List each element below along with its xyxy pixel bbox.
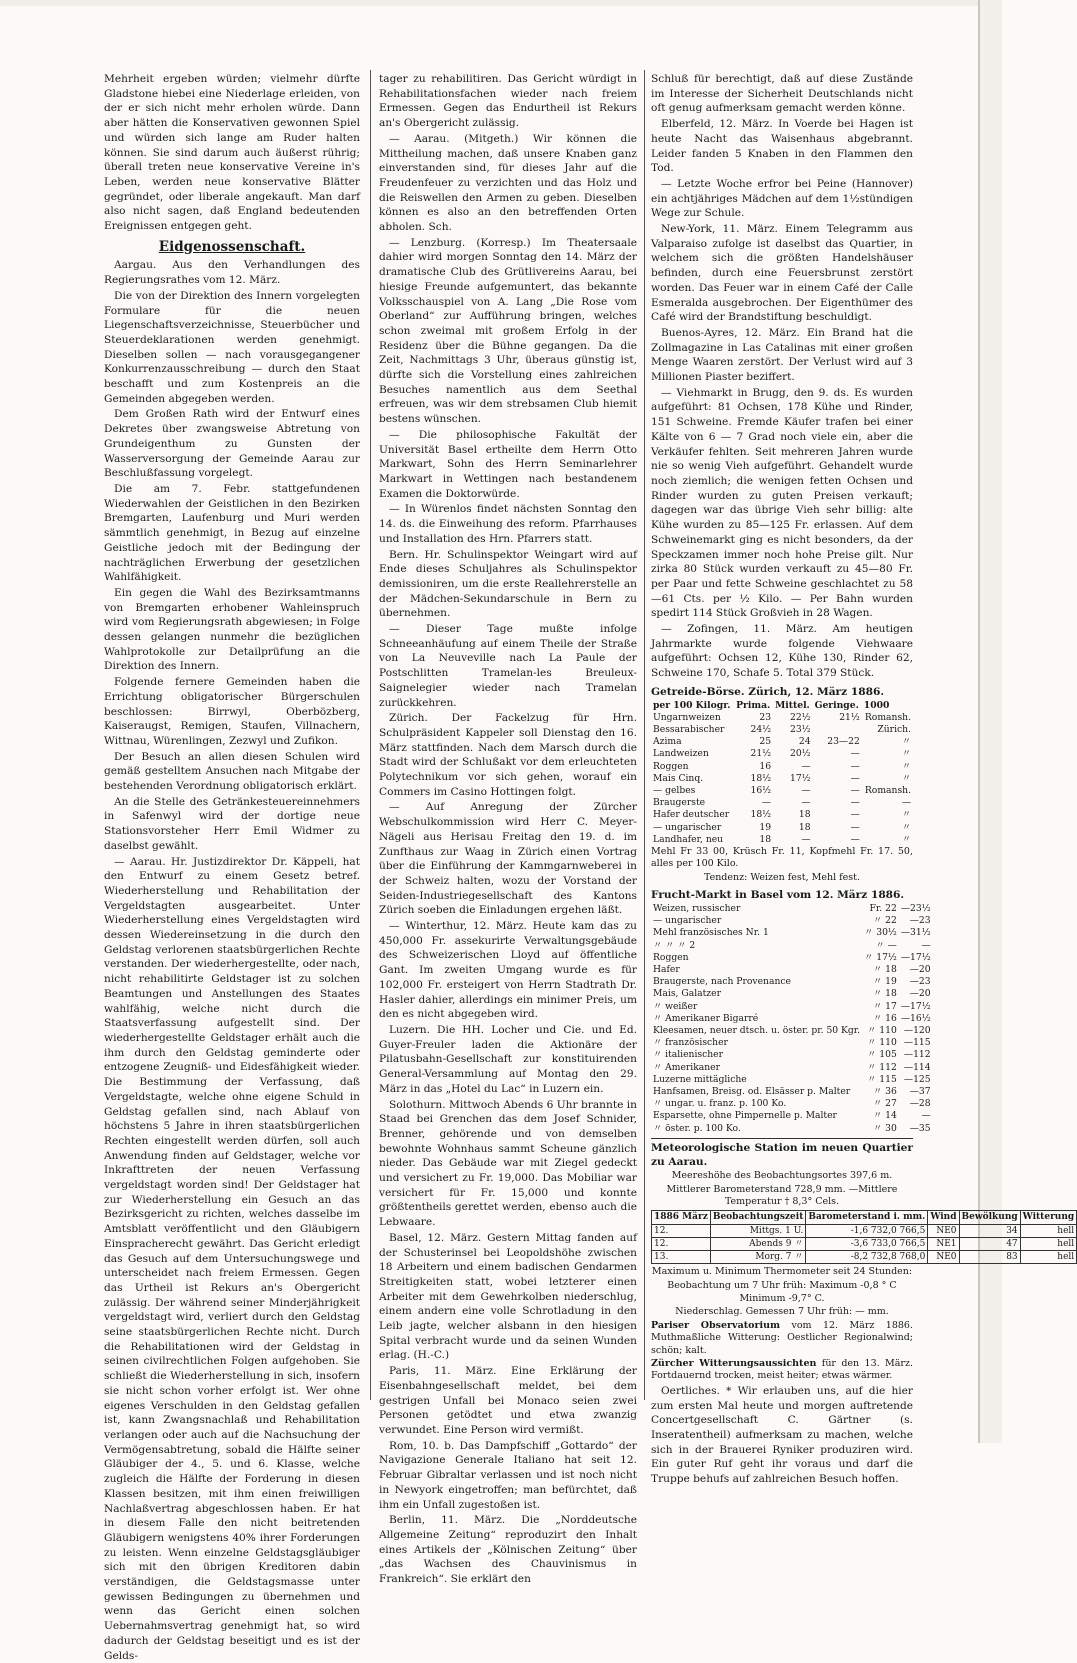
pariser-observatorium: [651, 1320, 913, 1357]
paragraph: New-York, 11. März. Einem Telegramm aus Valparaiso zufolge ist daselbst das Quartier, in welchem sich die größten Handelshäuser befinden, durch eine Feuersbrunst zerstört worden. Das Feuer war in einem Café der Calle Esmeralda ausgebrochen. Der Eigenthümer des Café wird der Brandstiftung beschuldigt.: [651, 223, 913, 324]
table-cell: —16½: [900, 1012, 931, 1024]
paragraph: Berlin, 11. März. Die „Norddeutsche Allgemeine Zeitung“ reproduzirt den Inhalt eines Artikels der „Kölnischen Zeitung“ über „das Wachsen des Chauvinismus in Frankreich“. Sie erklärt den: [379, 1514, 637, 1586]
table-row: [651, 785, 913, 797]
table-cell: 24: [798, 736, 811, 748]
table-cell: 〃 22: [873, 915, 897, 927]
column-header: Mittel.: [775, 699, 810, 711]
table-cell: 47: [959, 1237, 1020, 1250]
table-cell: 〃 27: [873, 1098, 897, 1110]
grain-note: Mehl Fr 33 00, Krüsch Fr. 11, Kopfmehl Fr. 17. 50, alles per 100 Kilo.: [651, 845, 913, 870]
section-heading: Eidgenossenschaft.: [158, 238, 306, 255]
table-cell: —: [850, 748, 860, 760]
table-cell: —: [850, 809, 860, 821]
table-cell: 83: [959, 1250, 1020, 1263]
paragraph: Die von der Direktion des Innern vorgelegten Formulare für die neuen Liegenschaftsverzeichnisse, Steuerbücher und Steuerdeklarationen werden genehmigt. Dieselben sollen — nach vorausgegangener Konkurrenzausschreibung — durch den Staat beschafft und zum Kostenpreis an die Gemeinden abgegeben werden.: [104, 289, 360, 405]
table-row: [651, 797, 913, 809]
table-row: [651, 976, 933, 988]
table-cell: -3,6 733,0 766,5: [806, 1237, 928, 1250]
table-cell: 〃 19: [873, 976, 897, 988]
table-row: [651, 724, 913, 736]
table-row: [651, 736, 913, 748]
paragraph: Solothurn. Mittwoch Abends 6 Uhr brannte in Staad bei Grenchen das dem Josef Schnider, Brenner, gehörende und von demselben bewohnte Wohnhaus sammt Scheune gänzlich nieder. Das Gebäude war mit Ziegel gedeckt und versichert zu Fr. 19,000. Das Mobiliar war versichert für Fr. 15,000 und konnte größtentheils gerettet werden, ebenso auch die Lebwaare.: [379, 1098, 637, 1229]
table-cell: 〃 ungar. u. franz. p. 100 Ko.: [653, 1098, 787, 1110]
table-cell: 〃 105: [867, 1049, 897, 1061]
table-cell: Romansh.: [864, 784, 911, 796]
table-cell: 16: [759, 760, 772, 772]
table-cell: 〃 115: [867, 1073, 897, 1085]
table-cell: 〃 18: [873, 963, 897, 975]
pariser-text: Muthmaßliche Witterung: Oestlicher Regionalwind; schön; kalt.: [651, 1332, 913, 1356]
column-header: Wind: [928, 1211, 959, 1224]
table-row: [651, 712, 913, 724]
table-cell: Roggen: [653, 951, 689, 963]
table-cell: NE0: [928, 1224, 959, 1237]
column-header: Beobachtungszeit: [710, 1211, 806, 1224]
table-header-row: [652, 1211, 1077, 1224]
paragraph: Ein gegen die Wahl des Bezirksamtmanns von Bremgarten erhobener Wahleinspruch wird vom Regierungsrath abgewiesen; in Folge dessen gelangen nunmehr die bezüglichen Wahlprotokolle zur Detailprüfung an die Direktion des Innern.: [104, 586, 360, 673]
fruit-market-heading: [651, 888, 913, 903]
table-row: [651, 1074, 933, 1086]
table-row: [652, 1224, 1077, 1237]
table-cell: Mittgs. 1 U.: [710, 1224, 806, 1237]
fruit-market-title: Frucht-Markt in Basel: [651, 889, 784, 902]
table-cell: Hanfsamen, Breisg. od. Elsässer p. Malter: [653, 1085, 851, 1097]
table-cell: 21½: [750, 748, 772, 760]
table-row: [651, 952, 933, 964]
table-cell: 〃 14: [873, 1110, 897, 1122]
table-row: [651, 1037, 933, 1049]
table-cell: —115: [903, 1037, 931, 1049]
table-cell: 〃: [901, 821, 911, 833]
table-cell: —: [850, 784, 860, 796]
table-cell: Roggen: [653, 760, 689, 772]
paragraph: Dem Großen Rath wird der Entwurf eines Dekretes über zwangsweise Abtretung von Grundeigenthum zu Gunsten der Wasserversorgung der Gemeinde Aarau zur Beschlußfassung vorgelegt.: [104, 408, 360, 480]
table-cell: —23: [909, 976, 931, 988]
table-cell: 34: [959, 1224, 1020, 1237]
table-cell: Mais Cinq.: [653, 772, 704, 784]
meteo-line: Minimum -9,7° C.: [739, 1293, 825, 1304]
table-cell: —37: [909, 1085, 931, 1097]
table-cell: 〃 110: [867, 1024, 897, 1036]
column-header: Barometerstand i. mm.: [806, 1211, 928, 1224]
table-cell: 〃 〃 〃 2: [653, 939, 696, 951]
table-cell: Landhafer, neu: [653, 833, 724, 845]
table-cell: Ungarnweizen: [653, 711, 721, 723]
table-cell: 〃 112: [867, 1061, 897, 1073]
paragraph: — Viehmarkt in Brugg, den 9. ds. Es wurden aufgeführt: 81 Ochsen, 178 Kühe und Rinder, 151 Schweine. Fremde Käufer trafen bei einer Kälte von 6 — 7 Grad noch viele ein, aber die Verkäufer fehlten. Seit mehreren Jahren wurde nie so wenig Vieh aufgeführt. Gehandelt wurde noch ziemlich; die wenigen fetten Ochsen und Rinder wurden zu guten Preisen verkauft; dagegen war das übrige Vieh sehr billig: alte Kühe wurden zu 85—125 Fr. erlassen. Auf dem Schweinemarkt ging es nicht besonders, da der Speckzamen immer noch hohe Preise gilt. Nur zirka 80 Stück wurden verkauft zu 45—80 Fr. per Paar und fette Schweine geschlachtet zu 58—61 Cts. per ½ Kilo. — Per Bahn wurden spedirt 114 Stück Großvieh in 28 Wagen.: [651, 386, 913, 620]
table-cell: 18½: [750, 809, 772, 821]
meteo-heading: Meteorologische Station im neuen Quartier zu Aarau.: [651, 1138, 913, 1170]
table-cell: 25: [759, 736, 772, 748]
table-cell: 17½: [789, 772, 811, 784]
table-cell: 19: [759, 821, 772, 833]
table-row: [652, 1250, 1077, 1263]
table-cell: —120: [903, 1024, 931, 1036]
column-2: [379, 72, 637, 1586]
paragraph: Oertliches. * Wir erlauben uns, auf die hier zum ersten Mal heute und morgen auftretende Concertgesellschaft C. Gärtner (s. Inseratentheil) aufmerksam zu machen, welche sich in der Brauerei Ryniker produziren wird. Ein guter Ruf geht ihr voraus und darf die Truppe behufs auf zahlreichen Besuch hoffen.: [651, 1384, 913, 1486]
table-cell: 〃 110: [867, 1037, 897, 1049]
table-row: [651, 1025, 933, 1037]
table-cell: —: [801, 797, 811, 809]
meteo-line: Meereshöhe des Beobachtungsortes 397,6 m.: [671, 1170, 893, 1182]
table-cell: — ungarischer: [653, 821, 722, 833]
pariser-heading: Pariser Observatorium: [651, 1319, 781, 1331]
table-cell: 21½: [839, 711, 860, 723]
table-cell: 〃 Amerikaner: [653, 1061, 721, 1073]
table-cell: -8,2 732,8 768,0: [806, 1250, 928, 1263]
paragraph: Bern. Hr. Schulinspektor Weingart wird auf Ende dieses Schuljahres als Schulinspektor demissioniren, um die erste Reallehrerstelle an der Mädchen-Sekundarschule in Bern zu übernehmen.: [379, 548, 637, 620]
table-cell: 〃 —: [875, 939, 897, 951]
table-cell: [813, 724, 862, 736]
table-cell: —35: [909, 1122, 931, 1134]
table-cell: —23½: [900, 902, 931, 914]
table-cell: Weizen, russischer: [653, 902, 741, 914]
zuercher-witterung: [651, 1358, 913, 1383]
column-header: Prima.: [736, 699, 771, 711]
table-cell: NE0: [928, 1250, 959, 1263]
paragraph: — Dieser Tage mußte infolge Schneeanhäufung auf einem Theile der Straße von La Neuveville nach La Paule der Postschlitten Tramelan-les Breuleux-Saignelegier wieder nach Tramelan zurückkehren.: [379, 623, 637, 709]
table-cell: —114: [903, 1061, 931, 1073]
table-cell: Hafer: [653, 963, 680, 975]
paragraph: — Die philosophische Fakultät der Universität Basel ertheilte dem Herrn Otto Markwart, Sohn des Herrn Seminarlehrer Markwart in Wettingen nach bestandenem Examen die Doktorwürde.: [379, 428, 637, 500]
meteo-table: [651, 1210, 1077, 1264]
table-cell: 12.: [652, 1224, 711, 1237]
paragraph: Luzern. Die HH. Locher und Cie. und Ed. Guyer-Freuler laden die Aktionäre der Pilatusbahn-Gesellschaft zur konstituirenden General-Versammlung auf Montag den 29. März in das „Hotel du Lac“ in Luzern ein.: [379, 1024, 637, 1095]
table-cell: 〃: [901, 833, 911, 845]
table-cell: —: [850, 833, 860, 845]
table-cell: —: [921, 1110, 931, 1122]
table-cell: Bessarabischer: [653, 723, 725, 735]
table-cell: 〃 30½: [864, 927, 897, 939]
column-header: Witterung: [1020, 1211, 1077, 1224]
table-cell: Braugerste, nach Provenance: [653, 976, 791, 988]
table-cell: Esparsette, ohne Pimpernelle p. Malter: [653, 1110, 837, 1122]
table-cell: —31½: [900, 927, 931, 939]
table-cell: —: [850, 760, 860, 772]
table-cell: Braugerste: [653, 797, 706, 809]
table-cell: —125: [903, 1073, 931, 1085]
table-row: [652, 1237, 1077, 1250]
table-cell: hell: [1020, 1224, 1077, 1237]
paragraph: Paris, 11. März. Eine Erklärung der Eisenbahngesellschaft meldet, bei dem gestrigen Unfall bei Monaco seien zwei Personen getödtet und etwa zwanzig verwundet. Eine Person wird vermißt.: [379, 1365, 637, 1436]
table-cell: 22½: [789, 711, 811, 723]
table-cell: 18: [798, 821, 811, 833]
table-cell: 〃: [901, 772, 911, 784]
grain-exchange-date: Zürich, 12. März 1886.: [748, 685, 885, 698]
paragraph: Schluß für berechtigt, daß auf diese Zustände im Interesse der Sicherheit Deutschlands nicht oft genug aufmerksam gemacht werden könne.: [651, 73, 913, 115]
paragraph: Buenos-Ayres, 12. März. Ein Brand hat die Zollmagazine in Las Catalinas mit einer großen Menge Waaren zerstört. Der Verlust wird auf 3 Millionen Piaster beziffert.: [651, 326, 913, 384]
column-header: per 100 Kilogr.: [653, 699, 731, 711]
table-row: [651, 1013, 933, 1025]
table-cell: 〃 italienischer: [653, 1049, 723, 1061]
paragraph: — Zofingen, 11. März. Am heutigen Jahrmarkte wurde folgende Viehwaare aufgeführt: Ochsen 12, Kühe 130, Rinder 62, Schweine 170, Schafe 5. Total 379 Stück.: [651, 623, 913, 680]
table-cell: —: [801, 760, 811, 772]
table-cell: 16½: [750, 784, 772, 796]
zuercher-text: Fortdauernd trocken, meist heiter; etwas wärmer.: [651, 1370, 893, 1382]
meteo-line: Mittlerer Barometerstand 728,9 mm. —Mittlere Temperatur † 8,3° Cels.: [666, 1183, 898, 1207]
table-row: [651, 1123, 933, 1135]
table-cell: —: [801, 784, 811, 796]
table-row: [651, 988, 933, 1000]
paragraph: Folgende fernere Gemeinden haben die Errichtung obligatorischer Bürgerschulen beschlossen: Birrwyl, Oberbözberg, Kaiseraugst, Remigen, Staufen, Villnachern, Wittnau, Würenlingen, Zezwyl und Zufikon.: [104, 676, 360, 747]
table-cell: 20½: [789, 748, 811, 760]
table-cell: 12.: [652, 1237, 711, 1250]
table-cell: 〃 17: [873, 1000, 897, 1012]
meteo-line: Niederschlag. Gemessen 7 Uhr früh: — mm.: [675, 1306, 889, 1318]
table-cell: 23: [759, 711, 772, 723]
table-cell: NE1: [928, 1237, 959, 1250]
table-cell: 18: [798, 809, 811, 821]
table-row: [651, 1062, 933, 1074]
table-cell: 24½: [750, 723, 772, 735]
table-row: [651, 809, 913, 821]
table-cell: 〃: [901, 809, 911, 821]
table-cell: —: [801, 833, 811, 845]
page-top-edge: [0, 0, 1000, 6]
table-cell: —: [850, 772, 860, 784]
table-cell: hell: [1020, 1250, 1077, 1263]
table-row: [651, 903, 933, 915]
table-cell: Zürich.: [877, 723, 911, 735]
column-header: Bewölkung: [959, 1211, 1020, 1224]
table-cell: 〃 18: [873, 988, 897, 1000]
zuercher-date: für den 13. März.: [821, 1358, 913, 1370]
paragraph: — Aarau. (Mitgeth.) Wir können die Mittheilung machen, daß unsere Knaben ganz einverstanden sind, für dieses Jahr auf die Freudenfeuer zu verzichten und das Holz und die Reiswellen den Armen zu geben. Dieselben können es also an den betreffenden Orten abholen. Sch.: [379, 132, 637, 234]
table-cell: 23½: [789, 723, 811, 735]
grain-tendency: Tendenz: Weizen fest, Mehl fest.: [703, 871, 861, 883]
column-header: 1000: [863, 699, 890, 711]
column-3: [651, 72, 1075, 1486]
table-row: [651, 964, 933, 976]
table-cell: Hafer deutscher: [653, 809, 730, 821]
table-cell: Kleesamen, neuer dtsch. u. öster. pr. 50 Kgr.: [653, 1024, 861, 1036]
paragraph: — Auf Anregung der Zürcher Webschulkommission wird Herr C. Meyer-Nägeli aus Herisau Freitag den 19. d. im Zunfthaus zur Waag in Zürich einen Vortrag über die Einführung der Kammgarnweberei in der Schweiz halten, wozu der Vorstand der Seiden-Industriegesellschaft des Kantons Zürich soeben die Einladungen ergehen läßt.: [379, 801, 637, 917]
paragraph: Die am 7. Febr. stattgefundenen Wiederwahlen der Geistlichen in den Bezirken Bremgarten, Laufenburg und Muri werden sämmtlich genehmigt, in Bezug auf einzelne Geistliche jedoch mit der Bedingung der nachträglichen Erwerbung der gesetzlichen Wahlfähigkeit.: [104, 482, 360, 584]
paragraph: tager zu rehabilitiren. Das Gericht würdigt in Rehabilitationsfachen wieder nach freiem Ermessen. Gegen das Endurtheil ist Rekurs an's Obergericht zulässig.: [379, 73, 637, 130]
table-cell: —112: [903, 1049, 931, 1061]
table-cell: 〃 weißer: [653, 1000, 698, 1012]
column-rule: [370, 70, 371, 1400]
table-cell: 〃 17½: [864, 951, 897, 963]
table-row: [651, 927, 933, 939]
paragraph: Rom, 10. b. Das Dampfschiff „Gottardo“ der Navigazione Generale Italiano hat seit 12. Februar Gibraltar verlassen und ist noch nicht in Newyork eingetroffen; man befürchtet, daß ihm ein Unfall zugestoßen ist.: [379, 1439, 637, 1511]
table-cell: hell: [1020, 1237, 1077, 1250]
paragraph: Aargau. Aus den Verhandlungen des Regierungsrathes vom 12. März.: [104, 259, 360, 287]
table-cell: —20: [909, 988, 931, 1000]
table-cell: 13.: [652, 1250, 711, 1263]
zuercher-heading: Zürcher Witterungsaussichten: [651, 1358, 817, 1370]
table-cell: Mais, Galatzer: [653, 988, 721, 1000]
table-cell: —: [901, 797, 911, 809]
table-row: [651, 773, 913, 785]
column-header: 1886 März: [652, 1211, 711, 1224]
table-row: [651, 822, 913, 834]
paragraph: — Winterthur, 12. März. Heute kam das zu 450,000 Fr. assekurirte Verwaltungsgebäude des Schweizerischen Lloyd auf öffentliche Gant. Im zweiten Umgang wurde es für 102,000 Fr. ersteigert von Herrn Stadtrath Dr. Hasler dahier, allerdings ein minimer Preis, um den es nicht abgegeben wird.: [379, 920, 637, 1021]
table-cell: —17½: [900, 1000, 931, 1012]
paragraph: — In Würenlos findet nächsten Sonntag den 14. ds. die Einweihung des reform. Pfarrhauses und Installation des Hrn. Pfarrers statt.: [379, 503, 637, 545]
column-1: [104, 72, 360, 1662]
table-cell: —28: [909, 1098, 931, 1110]
paragraph: Basel, 12. März. Gestern Mittag fanden auf der Schusterinsel bei Leopoldshöhe zwischen 18 Arbeitern und einem badischen Gendarmen Streitigkeiten statt, wobei letzterer einen Arbeiter mit dem Gewehrkolben niederschlug, einem andern eine volle Schrotladung in den Leib jagte, welcher alsbann in den hiesigen Spital verbracht wurde und da seinen Wunden erlag. (H.-C.): [379, 1231, 637, 1362]
table-cell: 〃 französischer: [653, 1037, 728, 1049]
table-cell: —23: [909, 915, 931, 927]
paragraph: Elberfeld, 12. März. In Voerde bei Hagen ist heute Nacht das Waisenhaus abgebrannt. Leider fanden 5 Knaben in den Flammen den Tod.: [651, 118, 913, 175]
table-row: [651, 915, 933, 927]
table-cell: 18: [759, 833, 772, 845]
meteo-line: Maximum u. Minimum Thermometer seit 24 Stunden:: [651, 1266, 913, 1278]
table-cell: —: [761, 797, 772, 809]
table-row: [651, 1049, 933, 1061]
paragraph: — Lenzburg. (Korresp.) Im Theatersaale dahier wird morgen Sonntag den 14. März der dramatische Club des Grütlivereins Aarau, bei hiesige Freunde aufgemuntert, das bekannte Volksschauspiel von A. Lang „Die Rose vom Oberland“ zur Aufführung bringen, welches schon zweimal mit großem Erfolg in der Residenz über die Bühne gegangen. Da die Zeit, Nachmittags 3 Uhr, überaus günstig ist, dürfte sich die Vorstellung eines zahlreichen Besuches namentlich aus dem Seethal erfreuen, was wir dem strebsamen Club hiemit bestens wünschen.: [379, 236, 637, 426]
table-cell: 〃 öster. p. 100 Ko.: [653, 1122, 741, 1134]
paragraph: Mehrheit ergeben würden; vielmehr dürfte Gladstone hiebei eine Niederlage erleiden, von der er sich nicht mehr erholen würde. Dann aber hätten die Konservativen gewonnen Spiel und würden sich lange am Ruder halten können. Sie sind darum auch äußerst rührig; überall treten neue konservative Vereine in's Leben, werden neue konservative Blätter gegründet, oder liberale angekauft. Man darf also nicht sagen, daß England bedeutenden Ereignissen entgegen geht.: [104, 73, 360, 233]
table-cell: Azima: [653, 736, 682, 748]
table-row: [651, 1098, 933, 1110]
table-row: [651, 1001, 933, 1013]
table-cell: 〃: [901, 760, 911, 772]
paragraph: — Aarau. Hr. Justizdirektor Dr. Käppeli, hat den Entwurf zu einem Gesetz betref. Wiederherstellung und Rehabilitation der Vergeldstagten ausgearbeitet. Unter Wiederherstellung eines Vergeldstagten wird dessen Wiedereinsetzung in die durch den Geldstag verlorenen staatsbürgerlichen Rechte verstanden. Der wiederhergestellte, oder nach, nicht rehabilitirte Geldstager ist zu solchen Beamtungen und Anstellungen des Staates wahlfähig, welche nicht durch die Staatsverfassung aufgestellt sind. Der wiederhergestellte Geldstager erhält auch die ihm durch den Geldstag geminderte oder entzogene Zeugniß- und Eidesfähigkeit wieder. Die Bestimmung der Verfassung, daß Vergeldstagte, welche ohne eigene Schuld in Geldstag gefallen sind, nach Ablauf von höchstens 5 Jahre in ihren staatsbürgerlichen Rechten eingestellt werden dürfen, soll auch Anwendung finden auf Geldstager, welche vor Inkrafttreten der neuen Verfassung vergeldstagt worden sind! Der Geldstager hat zur Wiederherstellung ein Gesuch an das Bezirksgericht zu richten, welches dasselbe im Amtsblatt veröffentlicht und den Gläubigern Einspracherecht gewährt. Das Gericht erledigt das Gesuch auf dem Untersuchungswege und unterscheidet nach freiem Ermessen. Gegen das Urtheil ist Rekurs an's Obergericht zulässig. Der während seiner Minderjährigkeit vergeldstagt wird, verliert durch den Geldstag seine staatsbürgerlichen Rechte nicht. Durch die Rehabilitationen wird der Geldstag in seinen civilrechtlichen Folgen aufgehoben. Sie schließt die Wiederherstellung in sich, insofern sie nicht schon vorher erfolgt ist. Wer ohne eigenes Verschulden in den Geldstag gefallen ist, kann Zwangsnachlaß und Rehabilitation verlangen oder auch auf die Nachsuchung der Vermögensabtretung, sobald die Hälfte seiner Gläubiger der 4., 5. und 6. Klasse, welche zugleich die Hälfte der Forderung in diesen Klassen besitzen, mit ihm einen freiwilligen Nachlaßvertrag abgeschlossen haben. Er hat in diesem Falle den nicht beitretenden Gläubigern wenigstens 40% ihrer Forderungen zu leisten. Wenn einzelne Geldstagsgläubiger sich mit den übrigen Kreditoren dabin verständigen, die Geldstagsmasse unter gewissen Bedingungen zu übernehmen und wenn das Gericht einen solchen Uebernahmsvertrag genehmigt hat, so wird dadurch der Geldstag beseitigt und es ist der Gelds-: [104, 855, 360, 1662]
meteo-line: Beobachtung um 7 Uhr früh: Maximum -0,8 ° C: [667, 1279, 897, 1291]
table-cell: —: [850, 797, 860, 809]
grain-exchange-title: Getreide-Börse.: [651, 685, 745, 698]
table-cell: 〃 36: [873, 1085, 897, 1097]
paragraph: Zürich. Der Fackelzug für Hrn. Schulpräsident Kappeler soll Dienstag den 16. März stattfinden. Nach dem Marsch durch die Stadt wird der Schlußakt vor dem erleuchteten Polytechnikum vor sich gehen, worauf ein Commers im Casino Hottingen folgt.: [379, 712, 637, 798]
paragraph: Der Besuch an allen diesen Schulen wird gemäß gestelltem Ansuchen nach Mitgabe der bestehenden Verordnung obligatorisch erklärt.: [104, 750, 360, 793]
table-header-row: [651, 700, 913, 712]
table-cell: 〃: [901, 736, 911, 748]
pariser-date: vom 12. März 1886.: [791, 1319, 913, 1331]
table-cell: -1,6 732,0 766,5: [806, 1224, 928, 1237]
table-cell: —17½: [900, 951, 931, 963]
fruit-market-date: vom 12. März 1886.: [786, 889, 905, 902]
table-cell: — gelbes: [653, 784, 696, 796]
table-cell: 〃 16: [873, 1012, 897, 1024]
table-cell: 18½: [750, 772, 772, 784]
table-cell: Mehl französisches Nr. 1: [653, 927, 769, 939]
table-cell: 〃 Amerikaner Bigarré: [653, 1012, 759, 1024]
grain-exchange-table: [651, 700, 913, 846]
table-cell: Luzerne mittägliche: [653, 1073, 747, 1085]
table-cell: 23—22: [827, 736, 860, 748]
paragraph: — Letzte Woche erfror bei Peine (Hannover) ein achtjähriges Mädchen auf dem 1½stündigen Wege zur Schule.: [651, 177, 913, 220]
fruit-market-table: [651, 903, 933, 1135]
paragraph: An die Stelle des Getränkesteuereinnehmers in Safenwyl wird der dortige neue Stationsvorsteher Herr Emil Widmer zu daselbst gewählt.: [104, 795, 360, 852]
table-cell: 〃 30: [873, 1122, 897, 1134]
table-cell: — ungarischer: [653, 915, 722, 927]
table-cell: —: [921, 939, 931, 951]
column-header: Geringe.: [814, 699, 859, 711]
table-cell: Romansh.: [864, 711, 911, 723]
table-cell: —20: [909, 963, 931, 975]
grain-exchange-heading: [651, 685, 913, 700]
table-cell: Landweizen: [653, 748, 709, 760]
table-row: [651, 940, 933, 952]
table-row: [651, 1086, 933, 1098]
table-row: [651, 1110, 933, 1122]
table-cell: —: [850, 821, 860, 833]
table-cell: 〃: [901, 748, 911, 760]
table-cell: Abends 9 〃: [710, 1237, 806, 1250]
table-row: [651, 834, 913, 846]
column-rule: [644, 70, 645, 1400]
table-cell: Fr. 22: [869, 902, 897, 914]
table-cell: Morg. 7 〃: [710, 1250, 806, 1263]
table-row: [651, 748, 913, 760]
table-row: [651, 761, 913, 773]
